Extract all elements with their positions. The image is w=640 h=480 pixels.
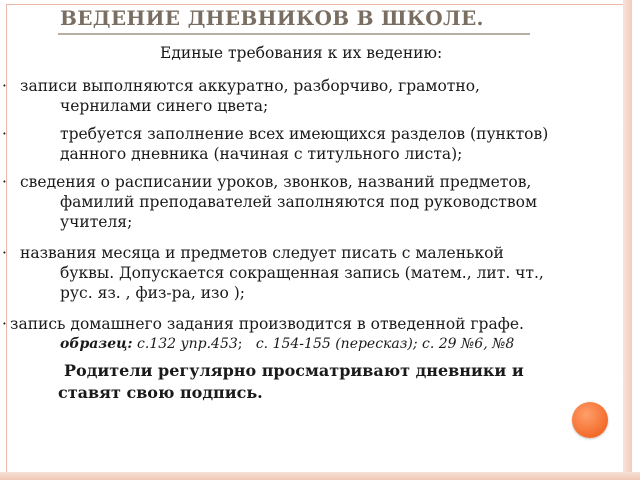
list-item-text: записи выполняются аккуратно, разборчиво, грамотно, [20,77,480,95]
list-item-text: требуется заполнение всех имеющихся разделов (пунктов) [60,125,549,143]
list-item-text: рус. яз. , физ-ра, изо ); [60,284,246,302]
list-item-text: данного дневника (начиная с титульного листа); [60,145,463,163]
list-item-text: фамилий преподавателей заполняются под руководством [60,193,537,211]
sample-label: образец: [60,336,133,352]
title-underline [58,33,530,35]
list-item-text: запись домашнего задания производится в отведенной графе. [10,315,524,333]
bullet: · [2,125,7,143]
closing-line: ставят свою подпись. [58,383,263,402]
bullet: · [2,77,7,95]
sample-text: с. 154-155 (пересказ); с. 29 №6, №8 [255,336,515,352]
slide-title: ВЕДЕНИЕ ДНЕВНИКОВ В ШКОЛЕ. [60,6,484,30]
list-item [2,124,592,164]
orange-circle-button[interactable] [572,402,608,438]
closing-note [58,360,524,404]
list-item-text: чернилами синего цвета; [60,97,269,115]
list-item [2,243,592,303]
slide-edge-bottom [0,472,640,480]
sample-separator: ; [237,336,243,352]
homework-sample [2,334,592,354]
list-item-text: сведения о расписании уроков, звонков, названий предметов, [20,173,532,191]
list-item-text: буквы. Допускается сокращенная запись (матем., лит. чт., [60,264,544,282]
list-item [2,76,592,116]
list-item-text: учителя; [60,213,133,231]
sample-text: с.132 упр.453 [137,336,238,352]
bullet: · [2,173,7,191]
closing-line: Родители регулярно просматривают дневники и [64,361,524,380]
slide-subtitle: Единые требования к их ведению: [160,44,443,62]
slide-edge-right [623,0,632,480]
list-item-text: названия месяца и предметов следует писать с маленькой [20,244,504,262]
bullet: · [2,315,7,333]
bullet: · [2,244,7,262]
list-item [2,314,592,354]
list-item [2,172,592,232]
